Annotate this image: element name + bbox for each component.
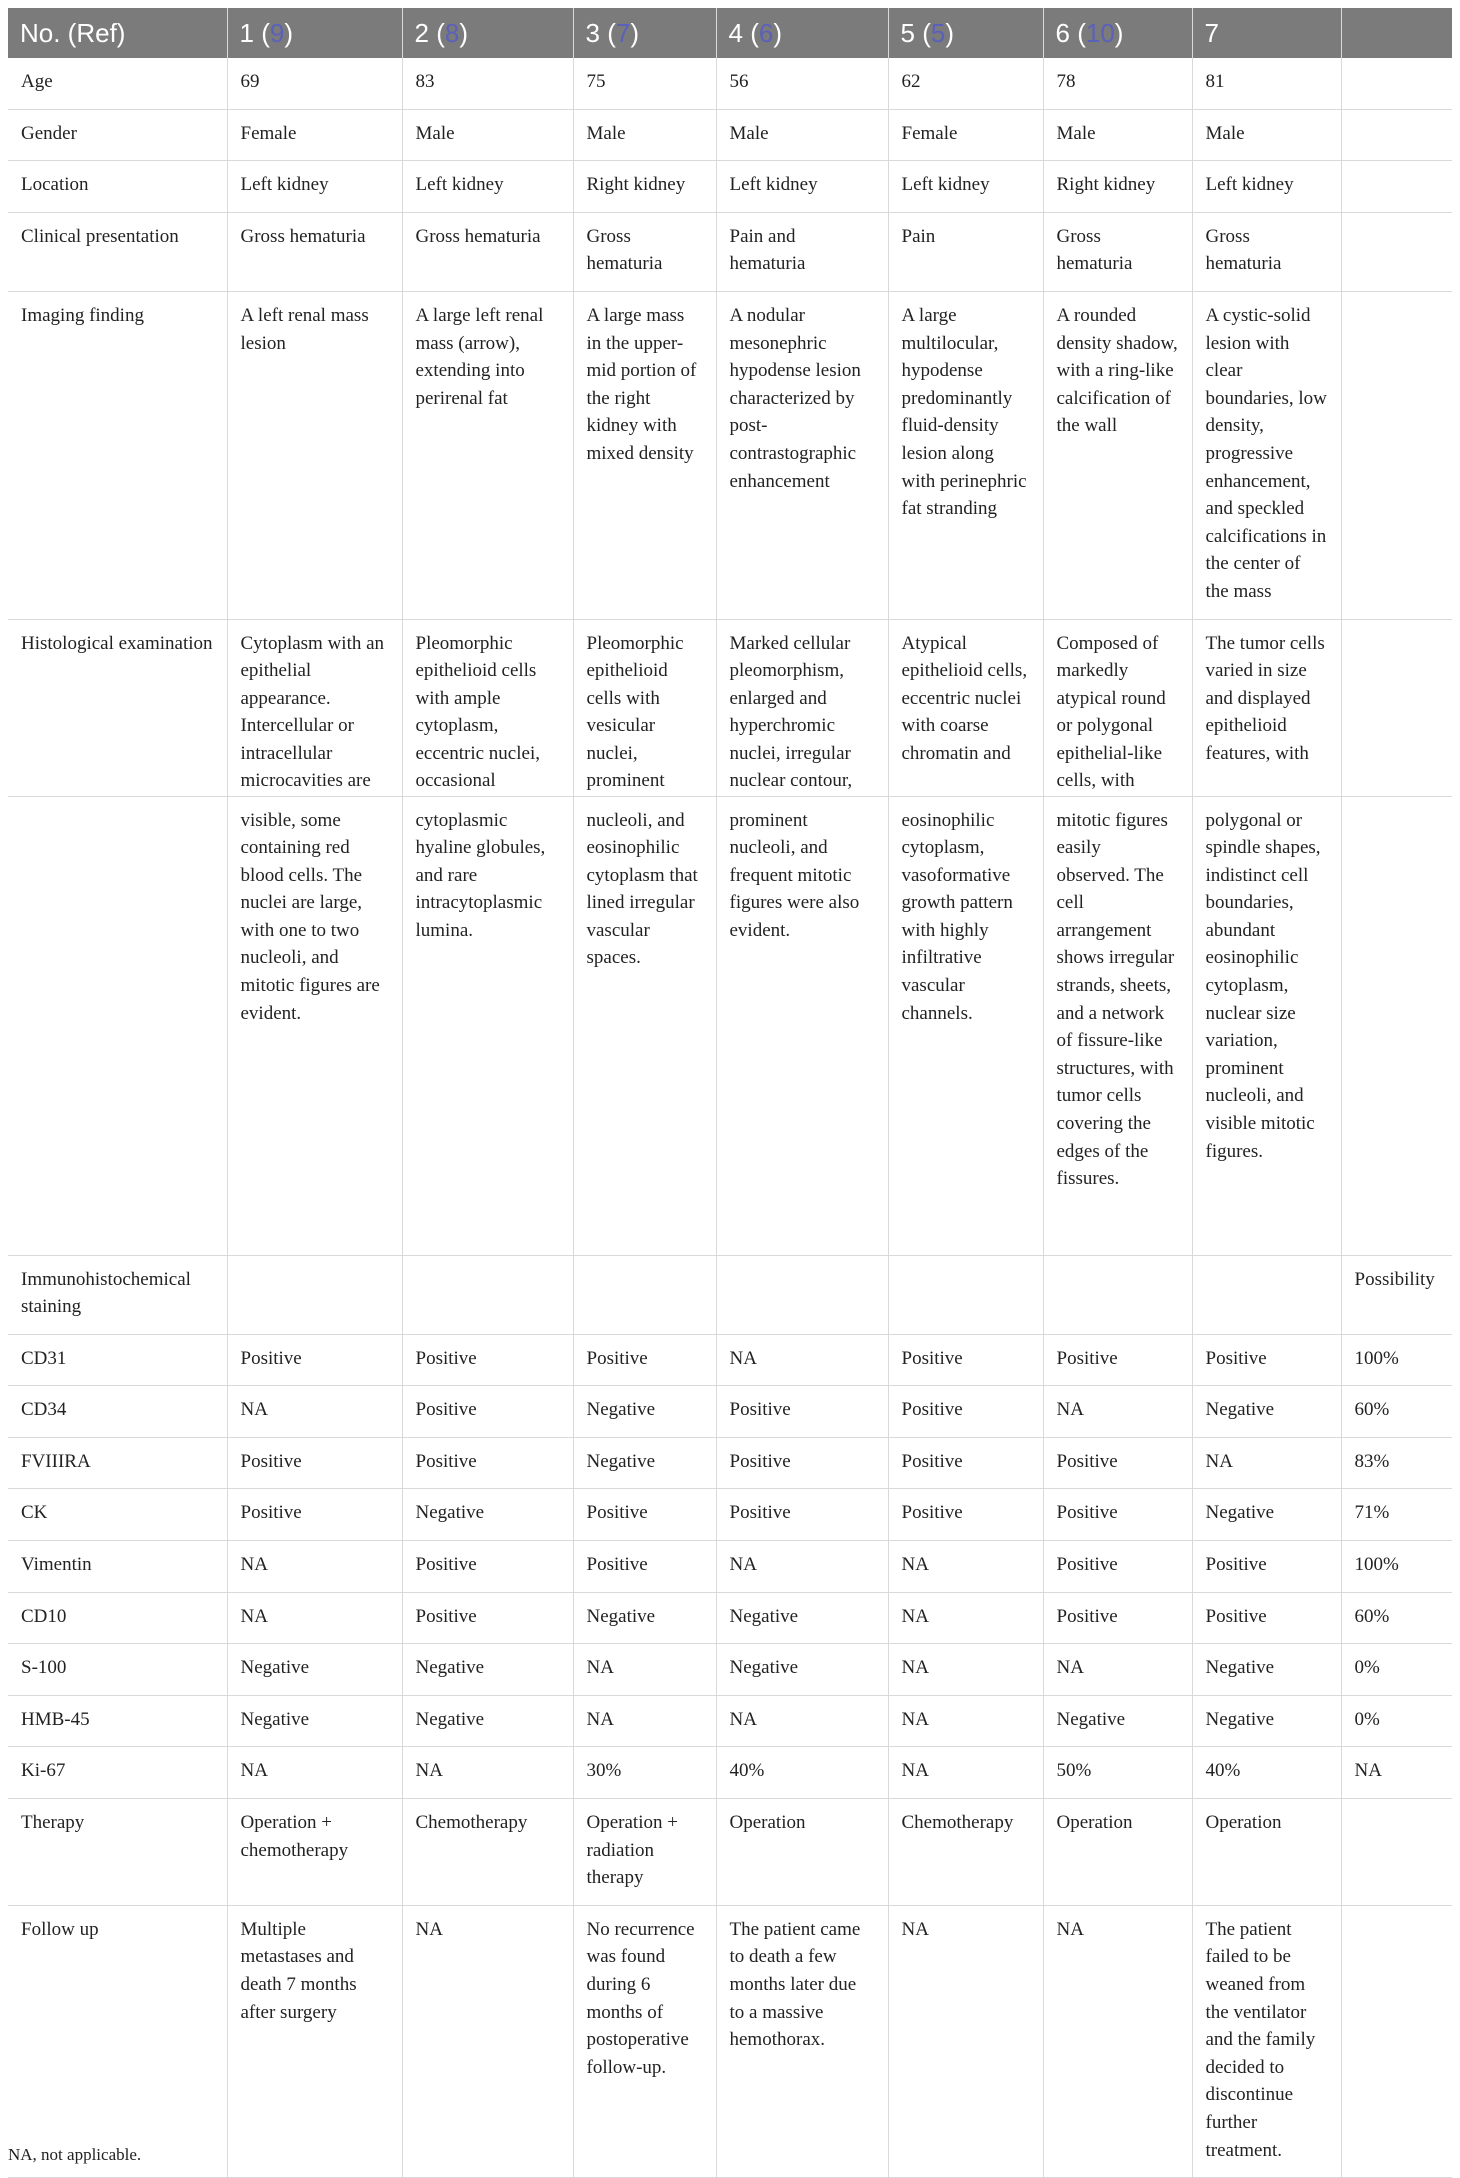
table-cell: Negative: [1192, 1695, 1341, 1747]
table-cell: NA: [1043, 1644, 1192, 1696]
table-cell: Left kidney: [402, 161, 573, 213]
table-cell: Negative: [227, 1695, 402, 1747]
table-cell-empty: [573, 1255, 716, 1334]
ref-link[interactable]: 8: [444, 17, 460, 48]
table-cell: NA: [888, 1541, 1043, 1593]
table-cell: NA: [402, 1747, 573, 1799]
table-cell-empty: [1192, 1255, 1341, 1334]
table-cell: Negative: [1043, 1695, 1192, 1747]
table-row-marker: [8, 1541, 1452, 1593]
row-label: Gender: [8, 109, 227, 161]
table-cell: Right kidney: [1043, 161, 1192, 213]
cell-text: Atypical epithelioid cells, eccentric nuclei with coarse chromatin and: [901, 632, 1028, 764]
table-cell: Positive: [1043, 1334, 1192, 1386]
table-cell: Positive: [227, 1334, 402, 1386]
table-container: [8, 8, 1452, 2178]
table-cell: Positive: [1043, 1437, 1192, 1489]
header-label: No. (Ref): [8, 8, 227, 58]
case-number: 4: [728, 17, 743, 48]
cell-text: The tumor cells varied in size and displayed epithelioid features, with: [1205, 632, 1325, 764]
header-case-7: [1192, 8, 1341, 58]
table-row-marker: [8, 1695, 1452, 1747]
possibility-header: Possibility: [1341, 1255, 1452, 1334]
table-cell: Left kidney: [1192, 161, 1341, 213]
table-cell: A rounded density shadow, with a ring-like calcification of the wall: [1043, 291, 1192, 619]
table-cell: Positive: [402, 1386, 573, 1438]
table-cell: 81: [1192, 58, 1341, 109]
case-comparison-table: [8, 8, 1452, 2178]
table-cell: NA: [402, 1905, 573, 2177]
table-cell: A large left renal mass (arrow), extending into perirenal fat: [402, 291, 573, 619]
table-cell: NA: [888, 1592, 1043, 1644]
table-row-marker: [8, 1437, 1452, 1489]
table-cell: 30%: [573, 1747, 716, 1799]
table-cell: NA: [888, 1905, 1043, 2177]
row-label: FVIIIRA: [8, 1437, 227, 1489]
table-cell: [888, 619, 1043, 796]
table-cell: Chemotherapy: [402, 1799, 573, 1906]
case-number: 1: [239, 17, 254, 48]
row-label: S-100: [8, 1644, 227, 1696]
table-cell-empty: [1341, 291, 1452, 619]
table-cell: Pain: [888, 212, 1043, 291]
table-cell: NA: [888, 1644, 1043, 1696]
table-cell-empty: [1341, 161, 1452, 213]
table-cell: Positive: [888, 1386, 1043, 1438]
table-row-follow-up: [8, 1905, 1452, 2177]
table-cell: NA: [716, 1541, 888, 1593]
table-cell-empty: [1341, 1905, 1452, 2177]
cell-text: Cytoplasm with an epithelial appearance. Intercellular or intracellular microcavities are: [240, 632, 385, 792]
table-cell: prominent nucleoli, and frequent mitotic figures were also evident.: [716, 796, 888, 1255]
table-cell: Negative: [402, 1644, 573, 1696]
table-cell: NA: [227, 1747, 402, 1799]
table-cell: polygonal or spindle shapes, indistinct cell boundaries, abundant eosinophilic cytoplasm, nuclear size variation, prominent nucleoli, and visible mitotic figures.: [1192, 796, 1341, 1255]
table-row-marker: [8, 1334, 1452, 1386]
ref-link[interactable]: 6: [758, 17, 774, 48]
table-row-marker: [8, 1592, 1452, 1644]
cell-text: Marked cellular pleomorphism, enlarged and hyperchromic nuclei, irregular nuclear contour,: [729, 632, 853, 792]
table-cell: Male: [1043, 109, 1192, 161]
cell-text: Composed of markedly atypical round or polygonal epithelial-like cells, with: [1056, 632, 1166, 792]
row-label: Clinical presentation: [8, 212, 227, 291]
table-cell: NA: [888, 1695, 1043, 1747]
possibility-cell: 83%: [1341, 1437, 1452, 1489]
table-cell: nucleoli, and eosinophilic cytoplasm that lined irregular vascular spaces.: [573, 796, 716, 1255]
table-cell: Negative: [573, 1592, 716, 1644]
table-cell: Operation: [1192, 1799, 1341, 1906]
table-cell: No recurrence was found during 6 months of postoperative follow-up.: [573, 1905, 716, 2177]
table-cell-empty: [402, 1255, 573, 1334]
table-cell: 56: [716, 58, 888, 109]
table-cell: Negative: [1192, 1644, 1341, 1696]
table-cell: Female: [227, 109, 402, 161]
table-cell: Positive: [402, 1334, 573, 1386]
table-footnote: NA, not applicable.: [8, 2145, 142, 2164]
table-cell: NA: [573, 1644, 716, 1696]
ref-link[interactable]: 9: [269, 17, 285, 48]
case-number: 6: [1055, 17, 1070, 48]
table-cell-empty: [8, 796, 227, 1255]
row-label: CD34: [8, 1386, 227, 1438]
table-cell: [227, 619, 402, 796]
table-cell: Positive: [573, 1334, 716, 1386]
row-label: Age: [8, 58, 227, 109]
table-cell: Positive: [1192, 1334, 1341, 1386]
possibility-cell: 100%: [1341, 1541, 1452, 1593]
table-cell: Operation: [716, 1799, 888, 1906]
table-cell: A nodular mesonephric hypodense lesion characterized by post-contrastographic enhancement: [716, 291, 888, 619]
table-cell-empty: [227, 1255, 402, 1334]
table-cell: Operation + chemotherapy: [227, 1799, 402, 1906]
table-row-marker: [8, 1747, 1452, 1799]
table-row-age: [8, 58, 1452, 109]
table-cell: Positive: [888, 1489, 1043, 1541]
table-cell: Multiple metastases and death 7 months after surgery: [227, 1905, 402, 2177]
cell-text: Pleomorphic epithelioid cells with vesicular nuclei, prominent: [586, 632, 684, 792]
table-cell: NA: [716, 1695, 888, 1747]
table-cell-empty: [1341, 58, 1452, 109]
header-case-5: 5 (5): [888, 8, 1043, 58]
table-row-immunohistochemical-staining: [8, 1255, 1452, 1334]
table-cell: Negative: [227, 1644, 402, 1696]
table-cell: Positive: [402, 1437, 573, 1489]
table-cell: Negative: [716, 1644, 888, 1696]
table-cell: eosinophilic cytoplasm, vasoformative growth pattern with highly infiltrative vascular channels.: [888, 796, 1043, 1255]
table-cell: Positive: [888, 1437, 1043, 1489]
table-cell: NA: [716, 1334, 888, 1386]
table-cell: Gross hematuria: [227, 212, 402, 291]
row-label: CK: [8, 1489, 227, 1541]
table-cell: A large multilocular, hypodense predominantly fluid-density lesion along with perinephric fat stranding: [888, 291, 1043, 619]
table-cell-empty: [1043, 1255, 1192, 1334]
table-cell: The patient failed to be weaned from the ventilator and the family decided to discontinue further treatment.: [1192, 1905, 1341, 2177]
table-cell: Negative: [573, 1437, 716, 1489]
cell-text: Pleomorphic epithelioid cells with ample cytoplasm, eccentric nuclei, occasional: [415, 632, 540, 792]
ref-link[interactable]: 7: [615, 17, 631, 48]
table-cell: Male: [716, 109, 888, 161]
table-cell: Negative: [1192, 1386, 1341, 1438]
row-label: Imaging finding: [8, 291, 227, 619]
table-cell: Positive: [1043, 1489, 1192, 1541]
table-cell-empty: [1341, 796, 1452, 1255]
table-cell: Positive: [1192, 1592, 1341, 1644]
table-cell: A cystic-solid lesion with clear boundaries, low density, progressive enhancement, and speckled calcifications in the center of the mass: [1192, 291, 1341, 619]
table-cell-empty: [888, 1255, 1043, 1334]
table-cell: NA: [1192, 1437, 1341, 1489]
table-cell: Positive: [573, 1541, 716, 1593]
table-cell: Right kidney: [573, 161, 716, 213]
case-number: 3: [585, 17, 600, 48]
table-cell: Male: [573, 109, 716, 161]
table-cell: 83: [402, 58, 573, 109]
table-cell: [1192, 619, 1341, 796]
possibility-cell: 60%: [1341, 1592, 1452, 1644]
row-label: CD10: [8, 1592, 227, 1644]
table-cell: mitotic figures easily observed. The cell arrangement shows irregular strands, sheets, and a network of fissure-like structures, with tumor cells covering the edges of the fissures.: [1043, 796, 1192, 1255]
table-cell: Positive: [1043, 1592, 1192, 1644]
table-cell: The patient came to death a few months later due to a massive hemothorax.: [716, 1905, 888, 2177]
table-cell: Negative: [716, 1592, 888, 1644]
header-row: [8, 8, 1452, 58]
table-cell: [1043, 619, 1192, 796]
table-cell: Operation + radiation therapy: [573, 1799, 716, 1906]
table-cell: Positive: [888, 1334, 1043, 1386]
table-cell: Negative: [573, 1386, 716, 1438]
row-label: Immunohistochemical staining: [8, 1255, 227, 1334]
table-row-imaging-finding: [8, 291, 1452, 619]
case-number: 5: [900, 17, 915, 48]
table-cell: cytoplasmic hyaline globules, and rare intracytoplasmic lumina.: [402, 796, 573, 1255]
table-cell: Operation: [1043, 1799, 1192, 1906]
table-cell: Pain and hematuria: [716, 212, 888, 291]
case-number: 2: [414, 17, 429, 48]
table-cell: Negative: [1192, 1489, 1341, 1541]
table-cell: Gross hematuria: [1192, 212, 1341, 291]
table-cell: NA: [227, 1386, 402, 1438]
ref-link[interactable]: 5: [930, 17, 946, 48]
table-row-histological-examination-cont: [8, 796, 1452, 1255]
table-cell: NA: [1043, 1905, 1192, 2177]
table-cell: NA: [1043, 1386, 1192, 1438]
table-cell: Left kidney: [888, 161, 1043, 213]
table-cell: NA: [573, 1695, 716, 1747]
header-case-4: 4 (6): [716, 8, 888, 58]
table-cell: Gross hematuria: [1043, 212, 1192, 291]
table-cell-empty: [1341, 109, 1452, 161]
table-cell-empty: [1341, 1799, 1452, 1906]
table-cell: NA: [888, 1747, 1043, 1799]
table-cell: [716, 619, 888, 796]
table-cell: 62: [888, 58, 1043, 109]
table-cell-empty: [716, 1255, 888, 1334]
table-cell: Gross hematuria: [573, 212, 716, 291]
row-label-text: Histological examination: [21, 632, 213, 654]
possibility-cell: 100%: [1341, 1334, 1452, 1386]
table-cell: Chemotherapy: [888, 1799, 1043, 1906]
table-cell: 75: [573, 58, 716, 109]
table-cell: Positive: [1192, 1541, 1341, 1593]
table-cell-empty: [1341, 619, 1452, 796]
table-cell: 78: [1043, 58, 1192, 109]
header-case-3: 3 (7): [573, 8, 716, 58]
possibility-cell: 60%: [1341, 1386, 1452, 1438]
header-case-6: 6 (10): [1043, 8, 1192, 58]
table-cell: 40%: [1192, 1747, 1341, 1799]
table-cell-empty: [1341, 212, 1452, 291]
possibility-cell: 0%: [1341, 1644, 1452, 1696]
table-row-marker: [8, 1489, 1452, 1541]
table-cell: Positive: [716, 1489, 888, 1541]
possibility-cell: NA: [1341, 1747, 1452, 1799]
table-cell: A left renal mass lesion: [227, 291, 402, 619]
table-cell: Female: [888, 109, 1043, 161]
table-cell: Negative: [402, 1695, 573, 1747]
header-case-1: 1 (9): [227, 8, 402, 58]
table-cell: Positive: [402, 1541, 573, 1593]
table-cell: Positive: [716, 1386, 888, 1438]
row-label: [8, 619, 227, 796]
table-row-location: [8, 161, 1452, 213]
header-case-2: 2 (8): [402, 8, 573, 58]
table-cell: Male: [402, 109, 573, 161]
table-cell: [573, 619, 716, 796]
table-row-marker: [8, 1644, 1452, 1696]
table-cell: Positive: [227, 1489, 402, 1541]
table-cell: Positive: [1043, 1541, 1192, 1593]
table-cell: 50%: [1043, 1747, 1192, 1799]
table-cell: Negative: [402, 1489, 573, 1541]
row-label: Location: [8, 161, 227, 213]
possibility-cell: 71%: [1341, 1489, 1452, 1541]
row-label: Follow up: [8, 1905, 227, 2177]
table-cell: A large mass in the upper-mid portion of the right kidney with mixed density: [573, 291, 716, 619]
table-row-therapy: [8, 1799, 1452, 1906]
possibility-cell: 0%: [1341, 1695, 1452, 1747]
table-cell: Left kidney: [716, 161, 888, 213]
row-label: Vimentin: [8, 1541, 227, 1593]
row-label: CD31: [8, 1334, 227, 1386]
table-cell: NA: [227, 1541, 402, 1593]
table-row-clinical-presentation: [8, 212, 1452, 291]
table-cell: 69: [227, 58, 402, 109]
row-label: HMB-45: [8, 1695, 227, 1747]
case-number: 7: [1204, 17, 1219, 48]
table-cell: visible, some containing red blood cells. The nuclei are large, with one to two nucleoli, and mitotic figures are evident.: [227, 796, 402, 1255]
table-row-histological-examination: [8, 619, 1452, 796]
table-row-marker: [8, 1386, 1452, 1438]
header-empty: [1341, 8, 1452, 58]
table-cell: Male: [1192, 109, 1341, 161]
table-cell: Positive: [402, 1592, 573, 1644]
table-cell: Gross hematuria: [402, 212, 573, 291]
row-label: Therapy: [8, 1799, 227, 1906]
table-cell: Positive: [573, 1489, 716, 1541]
table-cell: Positive: [716, 1437, 888, 1489]
table-cell: Left kidney: [227, 161, 402, 213]
table-cell: NA: [227, 1592, 402, 1644]
row-label: Ki-67: [8, 1747, 227, 1799]
ref-link[interactable]: 10: [1085, 17, 1115, 48]
table-cell: [402, 619, 573, 796]
table-cell: Positive: [227, 1437, 402, 1489]
marker-rows: [8, 1334, 1452, 1798]
table-cell: 40%: [716, 1747, 888, 1799]
table-row-gender: [8, 109, 1452, 161]
